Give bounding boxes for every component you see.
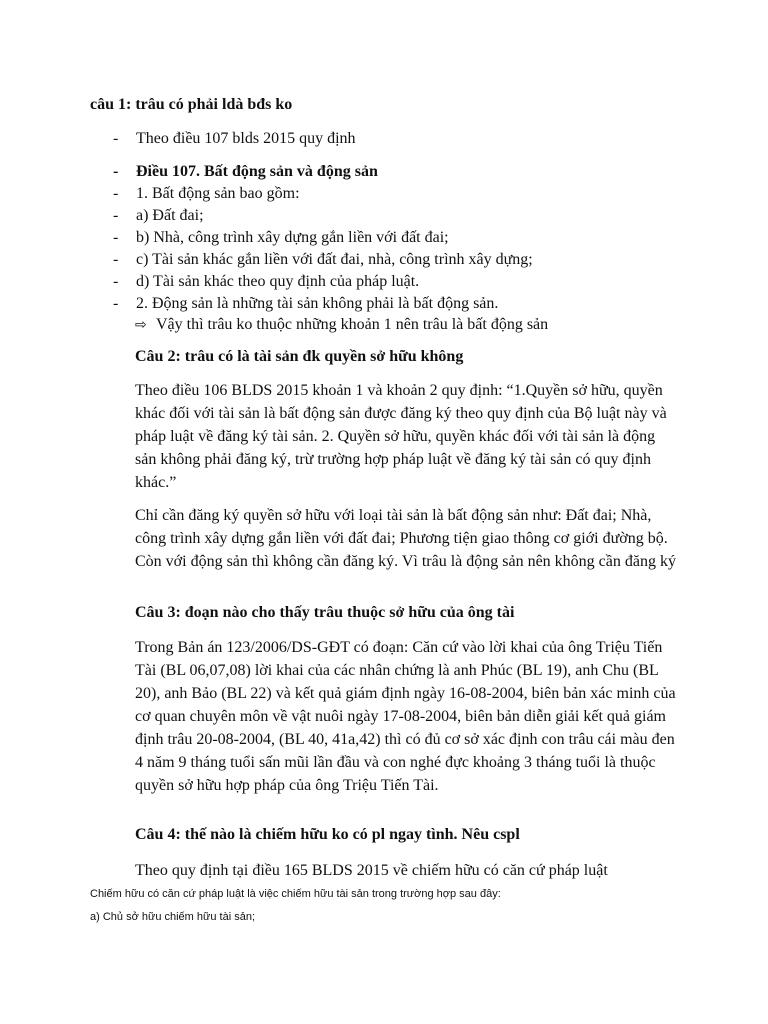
question-3-title: Câu 3: đoạn nào cho thấy trâu thuộc sở hữu của ông tài xyxy=(135,604,515,621)
article-165-item-a: a) Chủ sở hữu chiếm hữu tài sản; xyxy=(90,911,256,923)
question-2-paragraph-1: Theo điều 106 BLDS 2015 khoản 1 và khoản 2 quy định: “1.Quyền sở hữu, quyền khác đối với tài sản là bất động sản được đăng ký theo quy định của Bộ luật này và pháp luật về đăng ký tài sản. 2. Quyền sở hữu, quyền khác đối với tài sản là động sản không phải đăng ký, trừ trường hợp pháp luật về đăng ký tài sản có quy định khác.” xyxy=(135,382,667,491)
question-1-title: câu 1: trâu có phải ldà bđs ko xyxy=(90,96,293,113)
list-item: - Theo điều 107 blds 2015 quy định xyxy=(113,128,356,150)
article-165-intro: Chiếm hữu có căn cứ pháp luật là việc chiếm hữu tài sản trong trường hợp sau đây: xyxy=(90,888,501,900)
article-107-heading: - Điều 107. Bất động sản và động sản xyxy=(113,161,533,183)
list-item: - a) Đất đai; xyxy=(113,205,533,227)
list-item: - 1. Bất động sản bao gồm: xyxy=(113,183,533,205)
list-item: - d) Tài sản khác theo quy định của pháp luật. xyxy=(113,271,533,293)
question-2-paragraph-2: Chỉ cần đăng ký quyền sở hữu với loại tài sản là bất động sản như: Đất đai; Nhà, công trình xây dựng gắn liền với đất đai; Phương tiện giao thông cơ giới đường bộ. Còn với động sản thì không cần đăng ký. Vì trâu là động sản nên không cần đăng ký xyxy=(135,507,676,570)
conclusion-text: Vậy thì trâu ko thuộc những khoản 1 nên trâu là bất động sản xyxy=(156,316,549,333)
question-1-conclusion xyxy=(135,316,548,334)
question-4-title: Câu 4: thế nào là chiếm hữu ko có pl ngay tình. Nêu cspl xyxy=(135,826,520,843)
article-107-list xyxy=(113,161,533,315)
list-item: - 2. Động sản là những tài sản không phải là bất động sản. xyxy=(113,293,533,315)
right-arrow-icon: ⇨ xyxy=(135,317,147,333)
question-3-paragraph: Trong Bản án 123/2006/DS-GĐT có đoạn: Căn cứ vào lời khai của ông Triệu Tiến Tài (BL 06,07,08) lời khai của các nhân chứng là anh Phúc (BL 19), anh Chu (BL 20), anh Bảo (BL 22) và kết quả giám định ngày 16-08-2004, biên bản xác minh của cơ quan chuyên môn về vật nuôi ngày 17-08-2004, biên bản diễn giải kết quả giám định trâu 20-08-2004, (BL 40, 41a,42) thì có đủ cơ sở xác định con trâu cái màu đen 4 năm 9 tháng tuổi sấn mũi lần đầu và con nghé đực khoảng 3 tháng tuổi là thuộc quyền sở hữu hợp pháp của ông Triệu Tiến Tài. xyxy=(135,639,676,794)
list-item: - c) Tài sản khác gắn liền với đất đai, nhà, công trình xây dựng; xyxy=(113,249,533,271)
question-4-paragraph: Theo quy định tại điều 165 BLDS 2015 về chiếm hữu có căn cứ pháp luật xyxy=(135,862,608,879)
question-1-intro-list xyxy=(113,128,356,150)
list-item: - b) Nhà, công trình xây dựng gắn liền với đất đai; xyxy=(113,227,533,249)
question-2-title: Câu 2: trâu có là tài sản đk quyền sở hữu không xyxy=(135,348,464,365)
